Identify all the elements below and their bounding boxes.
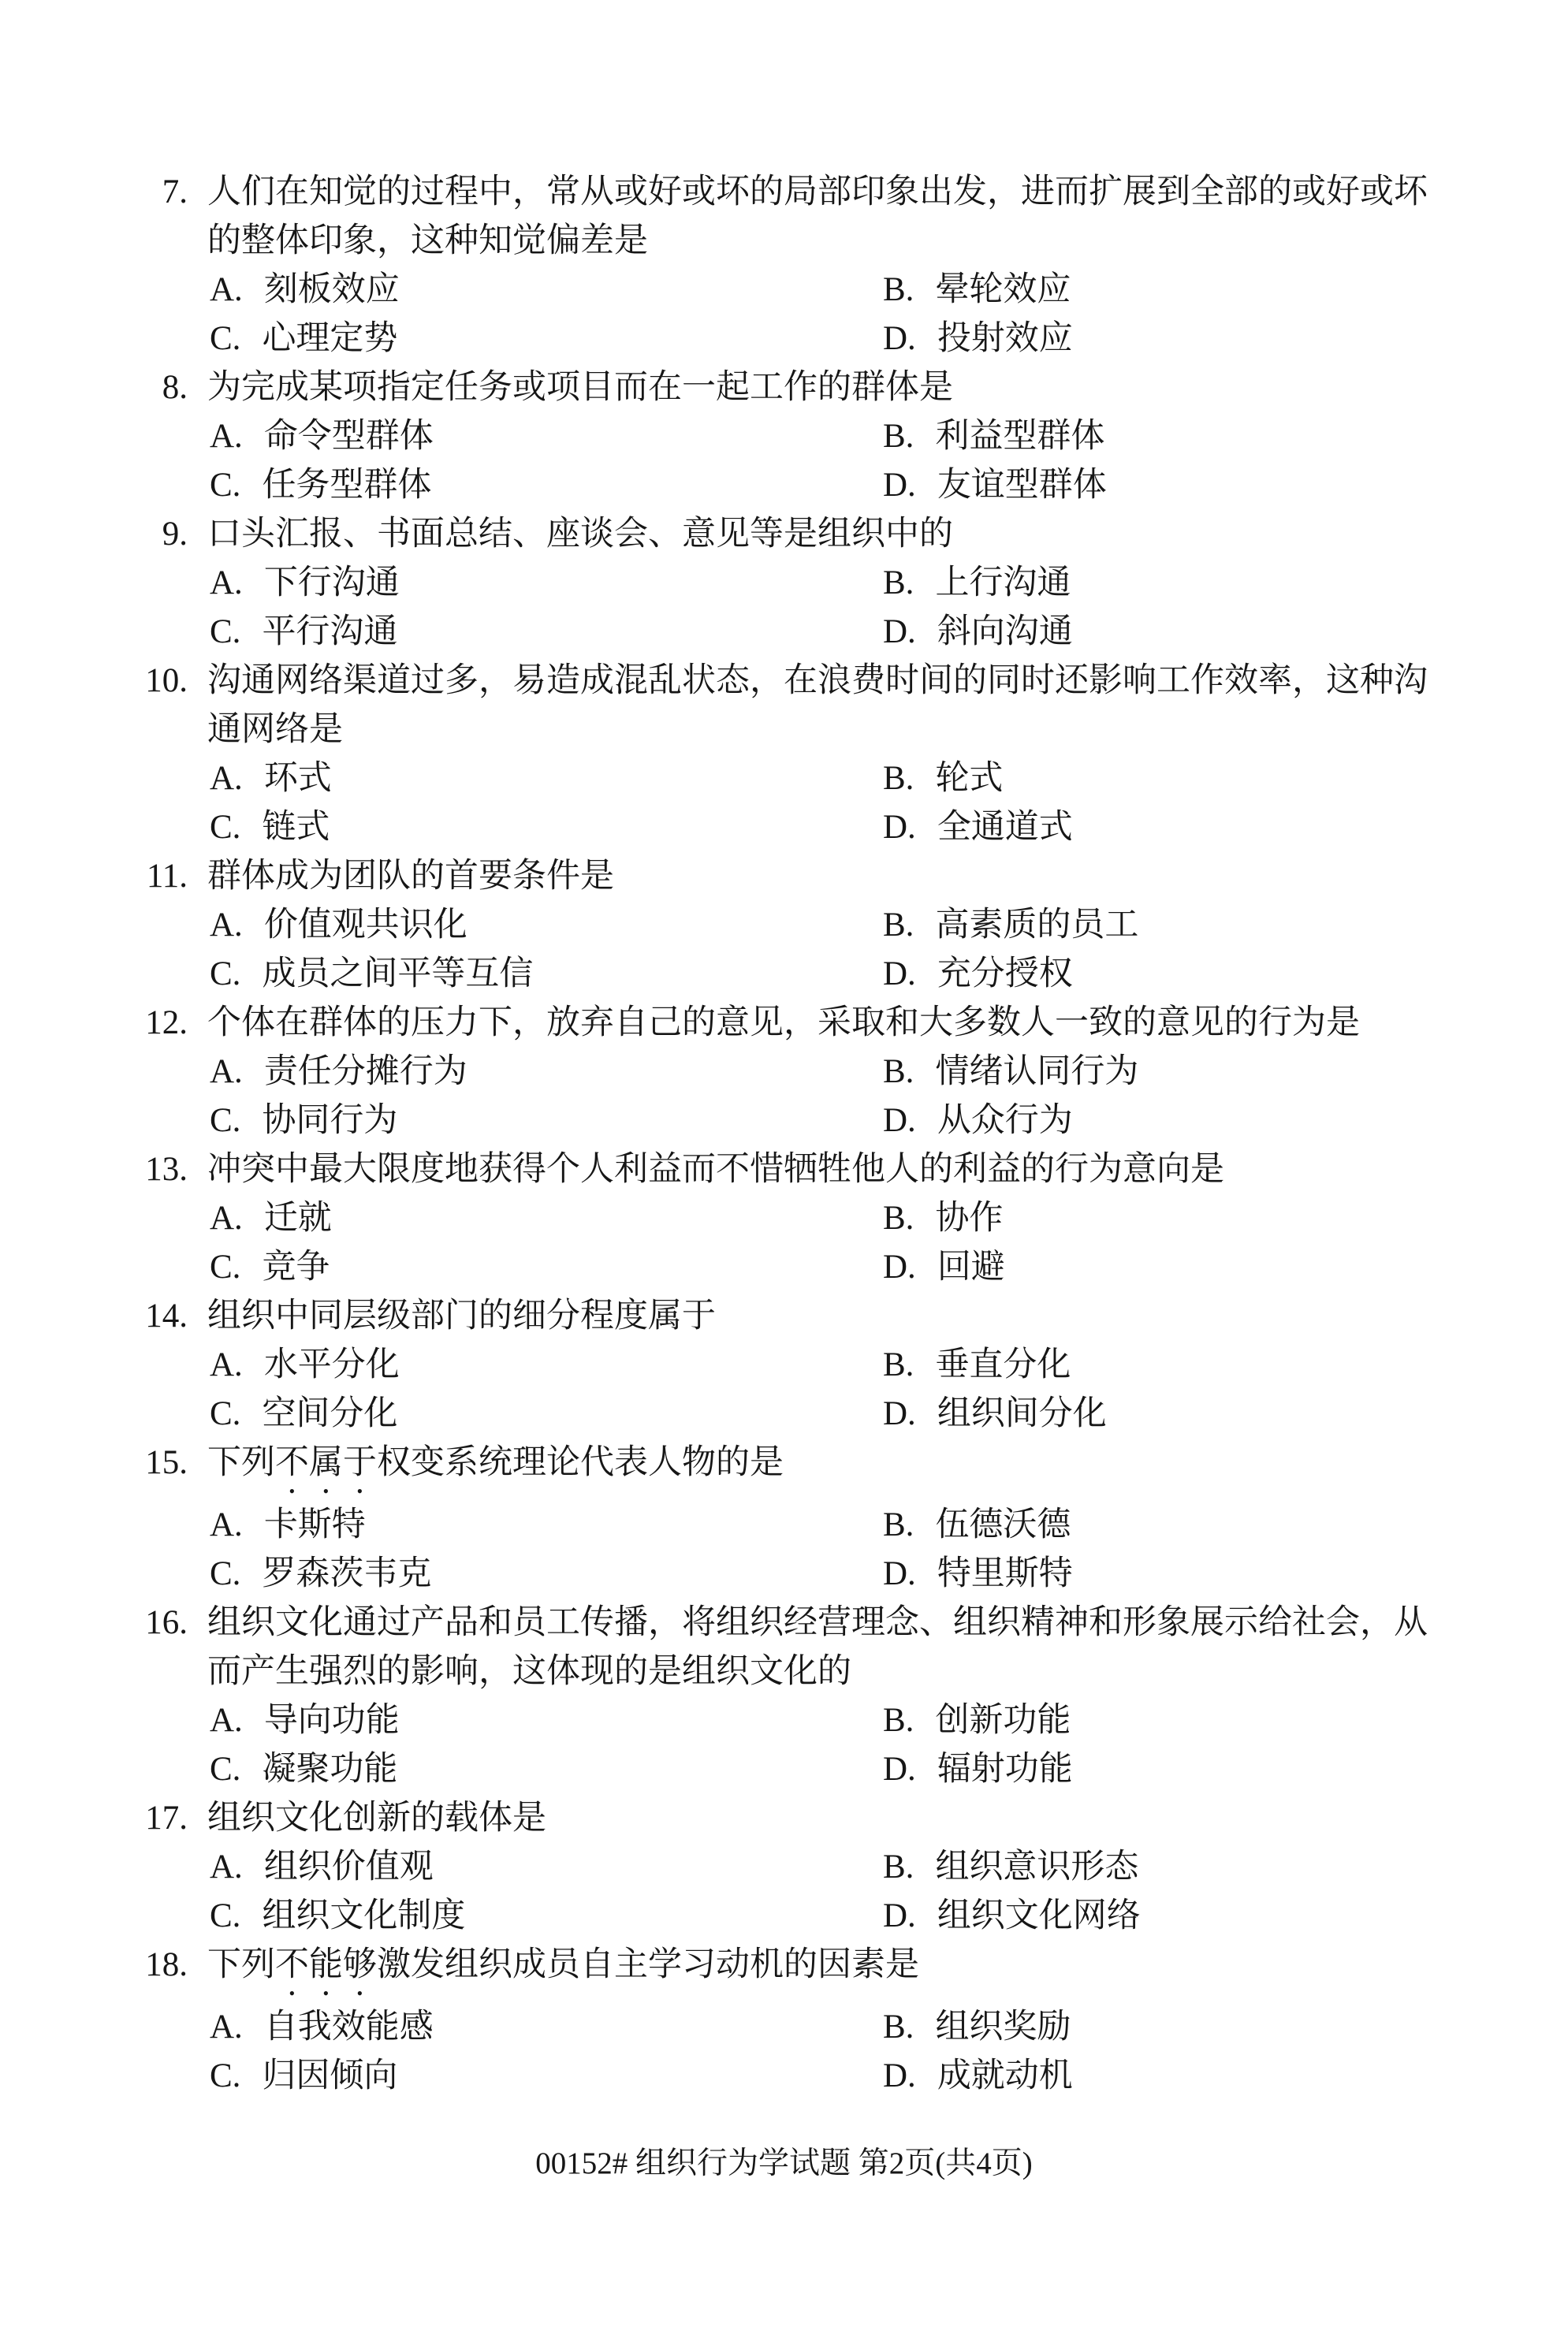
option-text: 晕轮效应: [935, 271, 1071, 308]
option-label: C.: [210, 613, 241, 650]
stem-text: 人们在知觉的过程中，常从或好或坏的局部印象出发，进而扩展到全部的或好或坏: [207, 173, 1428, 210]
option-row: [207, 1194, 1453, 1243]
option-label: D.: [883, 613, 916, 650]
stem-emphasized-text: 不属于: [275, 1444, 377, 1481]
option-item: [210, 1745, 397, 1794]
option-text: 命令型群体: [263, 418, 434, 455]
option-text: 斜向沟通: [937, 613, 1073, 650]
option-item: [883, 559, 1071, 608]
option-row: [207, 1501, 1453, 1550]
option-item: [210, 1390, 397, 1439]
stem-line: [207, 705, 1453, 754]
option-text: 责任分摊行为: [263, 1053, 467, 1090]
question-item: [146, 852, 1453, 999]
option-text: 组织文化制度: [262, 1897, 466, 1934]
option-text: 组织文化网络: [937, 1897, 1141, 1934]
option-text: 任务型群体: [262, 467, 432, 504]
option-label: B.: [883, 1702, 914, 1739]
option-text: 高素质的员工: [935, 907, 1139, 944]
option-label: C.: [210, 1897, 241, 1934]
option-label: D.: [883, 1102, 916, 1139]
page-footer: 00152# 组织行为学试题 第2页(共4页): [535, 2146, 1033, 2180]
stem-text: 冲突中最大限度地获得个人利益而不惜牺牲他人的利益的行为意向是: [207, 1151, 1224, 1188]
question-item: [162, 363, 1453, 510]
option-row: [207, 1390, 1453, 1439]
question-item: [145, 657, 1453, 852]
option-text: 环式: [263, 760, 332, 797]
stem-line: [145, 657, 1453, 705]
option-row: [207, 559, 1453, 608]
option-row: [207, 950, 1453, 999]
option-row: [207, 2003, 1453, 2052]
option-label: B.: [883, 1200, 914, 1237]
question-item: [145, 1794, 1453, 1941]
stem-text: 下列: [207, 1444, 275, 1481]
option-label: C.: [210, 2057, 241, 2094]
option-text: 情绪认同行为: [935, 1053, 1139, 1090]
option-item: [210, 315, 397, 363]
option-text: 上行沟通: [935, 564, 1071, 601]
option-item: [210, 1243, 330, 1292]
option-item: [883, 1892, 1141, 1941]
option-text: 空间分化: [262, 1395, 398, 1432]
option-item: [210, 266, 400, 315]
option-label: B.: [883, 907, 914, 944]
option-text: 罗森茨韦克: [262, 1555, 432, 1592]
option-label: B.: [883, 1346, 914, 1383]
option-text: 轮式: [935, 760, 1004, 797]
question-item: [162, 510, 1453, 657]
option-label: C.: [210, 1249, 241, 1286]
option-text: 卡斯特: [263, 1506, 366, 1543]
option-item: [883, 1194, 1003, 1243]
option-label: C.: [210, 1751, 241, 1788]
question-number: 10.: [145, 662, 188, 699]
question-number: 7.: [162, 173, 188, 210]
option-item: [210, 608, 397, 657]
option-text: 心理定势: [262, 320, 398, 357]
option-text: 平行沟通: [262, 613, 398, 650]
option-label: A.: [210, 1848, 243, 1886]
option-label: B.: [883, 418, 914, 455]
option-item: [210, 461, 431, 510]
option-row: [207, 1550, 1453, 1599]
stem-line: [145, 1599, 1453, 1647]
option-text: 自我效能感: [263, 2009, 434, 2046]
option-item: [883, 315, 1073, 363]
option-row: [207, 2052, 1453, 2101]
question-number: 14.: [145, 1297, 188, 1335]
option-label: A.: [210, 1346, 243, 1383]
option-text: 成员之间平等互信: [262, 955, 534, 992]
option-row: [207, 754, 1453, 803]
option-label: B.: [883, 1053, 914, 1090]
option-item: [883, 1048, 1138, 1096]
option-label: D.: [883, 2057, 916, 2094]
option-item: [210, 803, 330, 852]
option-item: [883, 1843, 1138, 1892]
option-text: 水平分化: [263, 1346, 400, 1383]
option-text: 组织间分化: [937, 1395, 1107, 1432]
option-text: 友谊型群体: [937, 467, 1107, 504]
option-label: C.: [210, 809, 241, 846]
stem-text: 群体成为团队的首要条件是: [207, 858, 614, 895]
stem-line: [207, 1647, 1453, 1696]
stem-text: 下列: [207, 1946, 275, 1983]
stem-text: 而产生强烈的影响，这体现的是组织文化的: [207, 1653, 851, 1690]
stem-text: 激发组织成员自主学习动机的因素是: [377, 1946, 919, 1983]
option-row: [207, 1843, 1453, 1892]
option-label: D.: [883, 1751, 916, 1788]
option-label: A.: [210, 1506, 243, 1543]
option-label: A.: [210, 564, 243, 601]
option-row: [207, 1341, 1453, 1390]
option-item: [883, 1696, 1071, 1745]
option-row: [207, 1696, 1453, 1745]
option-text: 刻板效应: [263, 271, 400, 308]
option-label: B.: [883, 1506, 914, 1543]
option-label: B.: [883, 760, 914, 797]
option-item: [883, 266, 1071, 315]
option-row: [207, 315, 1453, 363]
option-text: 伍德沃德: [935, 1506, 1071, 1543]
option-item: [210, 2003, 434, 2052]
option-item: [210, 901, 467, 950]
option-label: C.: [210, 1102, 241, 1139]
stem-text: 组织文化创新的载体是: [207, 1800, 546, 1837]
option-label: D.: [883, 1897, 916, 1934]
option-item: [210, 1892, 465, 1941]
option-item: [210, 1696, 400, 1745]
option-item: [210, 1048, 467, 1096]
option-row: [207, 1892, 1453, 1941]
option-text: 垂直分化: [935, 1346, 1071, 1383]
option-text: 链式: [262, 809, 330, 846]
option-label: A.: [210, 760, 243, 797]
option-row: [207, 608, 1453, 657]
option-item: [210, 1096, 397, 1145]
option-item: [883, 608, 1073, 657]
option-text: 从众行为: [937, 1102, 1073, 1139]
option-label: A.: [210, 1200, 243, 1237]
stem-emphasized-text: 不能够: [275, 1946, 377, 1983]
option-item: [210, 1843, 434, 1892]
question-number: 9.: [162, 516, 188, 553]
option-row: [207, 803, 1453, 852]
option-label: D.: [883, 1249, 916, 1286]
option-row: [207, 412, 1453, 461]
option-label: C.: [210, 320, 241, 357]
option-item: [883, 412, 1104, 461]
option-text: 导向功能: [263, 1702, 400, 1739]
option-row: [207, 1243, 1453, 1292]
option-label: D.: [883, 1555, 916, 1592]
stem-text: 的整体印象，这种知觉偏差是: [207, 222, 648, 259]
stem-text: 口头汇报、书面总结、座谈会、意见等是组织中的: [207, 516, 953, 553]
option-text: 辐射功能: [937, 1751, 1073, 1788]
option-label: B.: [883, 564, 914, 601]
stem-line: [145, 999, 1453, 1048]
option-label: D.: [883, 320, 916, 357]
option-label: C.: [210, 955, 241, 992]
option-item: [883, 950, 1073, 999]
option-label: D.: [883, 955, 916, 992]
option-text: 成就动机: [937, 2057, 1073, 2094]
option-row: [207, 1096, 1453, 1145]
question-number: 15.: [145, 1444, 188, 1481]
stem-line: [145, 1941, 1453, 2003]
stem-line: [162, 363, 1453, 412]
option-label: D.: [883, 809, 916, 846]
option-label: C.: [210, 1555, 241, 1592]
option-text: 利益型群体: [935, 418, 1105, 455]
option-item: [210, 2052, 397, 2101]
stem-text: 组织中同层级部门的细分程度属于: [207, 1297, 716, 1335]
option-label: B.: [883, 2009, 914, 2046]
stem-text: 权变系统理论代表人物的是: [377, 1444, 784, 1481]
stem-line: [207, 217, 1453, 266]
question-list: [145, 168, 1453, 2101]
option-item: [883, 1341, 1071, 1390]
stem-line: [162, 510, 1453, 559]
option-text: 竞争: [262, 1249, 330, 1286]
option-item: [883, 1501, 1071, 1550]
option-label: B.: [883, 1848, 914, 1886]
option-text: 下行沟通: [263, 564, 400, 601]
stem-text: 个体在群体的压力下，放弃自己的意见，采取和大多数人一致的意见的行为是: [207, 1004, 1360, 1041]
option-row: [207, 1745, 1453, 1794]
stem-line: [146, 852, 1453, 901]
question-number: 18.: [145, 1946, 188, 1983]
option-item: [883, 901, 1138, 950]
option-label: C.: [210, 1395, 241, 1432]
option-row: [207, 1048, 1453, 1096]
stem-text: 沟通网络渠道过多，易造成混乱状态，在浪费时间的同时还影响工作效率，这种沟: [207, 662, 1428, 699]
option-item: [210, 559, 400, 608]
question-number: 11.: [146, 858, 188, 895]
option-label: A.: [210, 418, 243, 455]
option-item: [210, 1341, 400, 1390]
option-text: 协同行为: [262, 1102, 398, 1139]
option-label: A.: [210, 2009, 243, 2046]
option-row: [207, 266, 1453, 315]
option-label: A.: [210, 1702, 243, 1739]
option-item: [883, 2052, 1073, 2101]
question-item: [145, 1599, 1453, 1794]
option-label: A.: [210, 907, 243, 944]
option-label: A.: [210, 271, 243, 308]
stem-line: [145, 1439, 1453, 1501]
option-item: [883, 461, 1107, 510]
option-item: [883, 1390, 1107, 1439]
option-item: [883, 1745, 1073, 1794]
stem-line: [162, 168, 1453, 217]
option-item: [883, 754, 1003, 803]
option-text: 组织奖励: [935, 2009, 1071, 2046]
option-text: 组织价值观: [263, 1848, 434, 1886]
option-text: 特里斯特: [937, 1555, 1073, 1592]
option-label: A.: [210, 1053, 243, 1090]
question-item: [145, 1145, 1453, 1292]
option-item: [210, 412, 434, 461]
option-item: [883, 803, 1073, 852]
option-text: 凝聚功能: [262, 1751, 398, 1788]
option-item: [883, 2003, 1071, 2052]
stem-line: [145, 1794, 1453, 1843]
option-text: 创新功能: [935, 1702, 1071, 1739]
question-item: [145, 1439, 1453, 1599]
option-item: [883, 1550, 1073, 1599]
question-number: 17.: [145, 1800, 188, 1837]
option-label: B.: [883, 271, 914, 308]
option-item: [883, 1243, 1005, 1292]
question-number: 8.: [162, 369, 188, 406]
option-text: 协作: [935, 1200, 1004, 1237]
question-item: [145, 999, 1453, 1145]
question-item: [145, 1292, 1453, 1439]
option-text: 充分授权: [937, 955, 1073, 992]
option-text: 价值观共识化: [263, 907, 467, 944]
question-number: 13.: [145, 1151, 188, 1188]
option-text: 组织意识形态: [935, 1848, 1139, 1886]
option-text: 投射效应: [937, 320, 1073, 357]
question-item: [145, 1941, 1453, 2101]
option-label: C.: [210, 467, 241, 504]
question-number: 12.: [145, 1004, 188, 1041]
stem-line: [145, 1145, 1453, 1194]
stem-text: 通网络是: [207, 711, 343, 748]
option-text: 迁就: [263, 1200, 332, 1237]
stem-text: 组织文化通过产品和员工传播，将组织经营理念、组织精神和形象展示给社会，从: [207, 1604, 1428, 1641]
option-row: [207, 901, 1453, 950]
option-text: 回避: [937, 1249, 1005, 1286]
question-number: 16.: [145, 1604, 188, 1641]
stem-line: [145, 1292, 1453, 1341]
option-text: 全通道式: [937, 809, 1073, 846]
option-label: D.: [883, 467, 916, 504]
stem-text: 为完成某项指定任务或项目而在一起工作的群体是: [207, 369, 953, 406]
option-item: [210, 1550, 431, 1599]
option-item: [883, 1096, 1073, 1145]
option-row: [207, 461, 1453, 510]
option-label: D.: [883, 1395, 916, 1432]
option-text: 归因倾向: [262, 2057, 398, 2094]
question-item: [162, 168, 1453, 363]
option-item: [210, 1194, 332, 1243]
option-item: [210, 950, 533, 999]
option-item: [210, 754, 332, 803]
option-item: [210, 1501, 366, 1550]
